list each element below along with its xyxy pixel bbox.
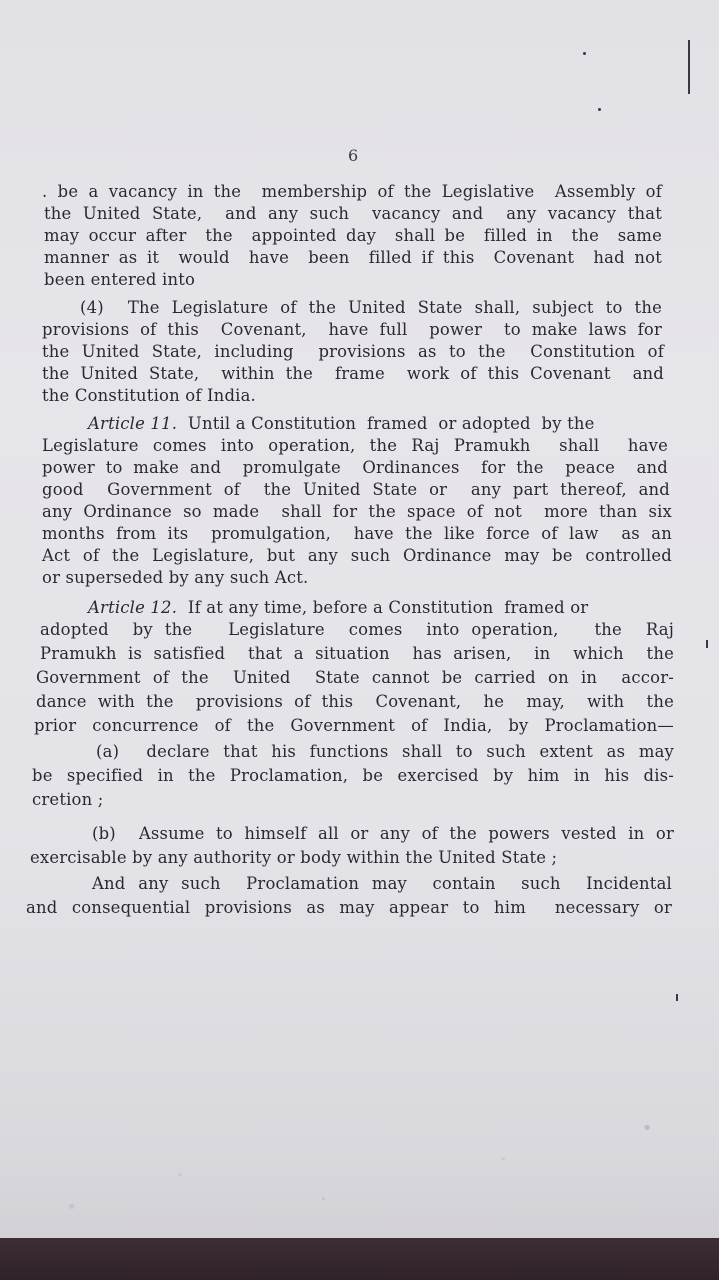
- clause-b-line-2: exercisable by any authority or body within the United State ;: [30, 848, 558, 867]
- scan-edge-mark: [688, 40, 690, 94]
- paragraph-1-line-3: may occur after the appointed day shall be filled in the same: [44, 226, 662, 245]
- paragraph-1-line-1: . be a vacancy in the membership of the Legislative Assembly of: [42, 182, 662, 201]
- clause-b-line-4: and consequential provisions as may appear to him necessary or: [26, 898, 672, 917]
- article-11-line-8: or superseded by any such Act.: [42, 568, 309, 587]
- clause-a-line-2: be specified in the Proclamation, be exercised by him in his dis-: [32, 766, 674, 785]
- article-11-line-2: Legislature comes into operation, the Raj Pramukh shall have: [42, 436, 668, 455]
- paragraph-2-line-4: the United State, within the frame work of this Covenant and: [42, 364, 664, 383]
- paragraph-1-line-4: manner as it would have been filled if this Covenant had not: [44, 248, 662, 267]
- article-12-line-3: Pramukh is satisfied that a situation has arisen, in which the: [40, 644, 674, 663]
- article-11-line-5: any Ordinance so made shall for the space of not more than six: [42, 502, 672, 521]
- paragraph-2-line-5: the Constitution of India.: [42, 386, 256, 405]
- paragraph-2-line-3: the United State, including provisions as to the Constitution of: [42, 342, 664, 361]
- article-11-line-7: Act of the Legislature, but any such Ordinance may be controlled: [42, 546, 672, 565]
- article-11-line-3: power to make and promulgate Ordinances for the peace and: [42, 458, 668, 477]
- page-number: 6: [348, 146, 359, 165]
- scan-speck: [598, 108, 601, 111]
- article-11-line-1: [88, 414, 668, 434]
- paragraph-2-line-1: (4) The Legislature of the United State shall, subject to the: [80, 298, 662, 317]
- scan-bottom-edge: [0, 1238, 719, 1280]
- article-12-line-1-text: If at any time, before a Constitution framed or: [177, 598, 589, 617]
- clause-b-line-3: And any such Proclamation may contain such Incidental: [92, 874, 672, 893]
- paragraph-1-line-2: the United State, and any such vacancy and any vacancy that: [44, 204, 662, 223]
- article-11-line-6: months from its promulgation, have the like force of law as an: [42, 524, 672, 543]
- scan-speck: [676, 994, 678, 1001]
- article-12-label: Article 12.: [88, 598, 178, 617]
- clause-b-line-1: (b) Assume to himself all or any of the powers vested in or: [92, 824, 674, 843]
- article-12-line-5: dance with the provisions of this Covenant, he may, with the: [36, 692, 674, 711]
- scan-noise-area: [0, 1080, 719, 1238]
- article-12-line-4: Government of the United State cannot be carried on in accor-: [36, 668, 674, 687]
- scan-speck: [583, 52, 586, 55]
- article-12-line-1: [88, 598, 672, 618]
- article-11-line-1-text: Until a Constitution framed or adopted by the: [177, 414, 595, 433]
- article-11-label: Article 11.: [88, 414, 178, 433]
- clause-a-line-1: (a) declare that his functions shall to such extent as may: [96, 742, 674, 761]
- article-12-line-2: adopted by the Legislature comes into operation, the Raj: [40, 620, 674, 639]
- scan-speck: [706, 640, 708, 648]
- paragraph-1-line-5: been entered into: [44, 270, 196, 289]
- paragraph-2-line-2: provisions of this Covenant, have full power to make laws for: [42, 320, 662, 339]
- clause-a-line-3: cretion ;: [32, 790, 104, 809]
- article-12-line-6: prior concurrence of the Government of India, by Proclamation—: [34, 716, 674, 735]
- article-11-line-4: good Government of the United State or any part thereof, and: [42, 480, 670, 499]
